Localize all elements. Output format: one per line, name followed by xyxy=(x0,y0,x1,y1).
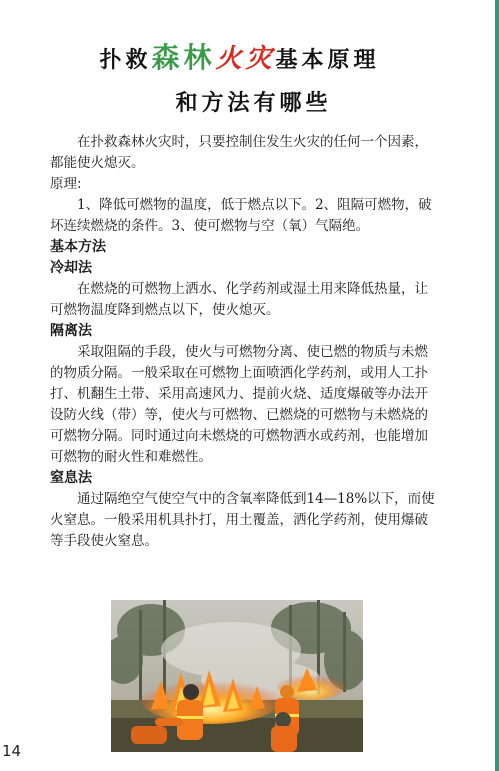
article-title xyxy=(0,36,499,117)
title-segment-1: 扑救 xyxy=(99,47,152,73)
isolation-heading: 隔离法 xyxy=(50,323,92,339)
principle-label-text: 原理 xyxy=(50,176,77,192)
title-line-1 xyxy=(0,36,499,76)
title-segment-forest: 森林 xyxy=(151,41,216,74)
cooling-paragraph: 在燃烧的可燃物上洒水、化学药剂或湿土用来降低热量，让可燃物温度降到燃点以下，使火熄灭。 xyxy=(50,281,428,318)
methods-heading: 基本方法 xyxy=(50,239,106,255)
cooling-heading: 冷却法 xyxy=(50,260,92,276)
title-line-2-text: 和方法有哪些 xyxy=(175,90,332,116)
article-body xyxy=(50,132,438,552)
title-line-2 xyxy=(8,86,499,117)
principle-paragraph: 1、降低可燃物的温度，低于燃点以下。2、阻隔可燃物，破坏连续燃烧的条件。3、使可燃物与空（氧）气隔绝。 xyxy=(50,197,432,234)
suffocation-paragraph: 通过隔绝空气使空气中的含氧率降低到14—18%以下，而使火窒息。一般采用机具扑打，用土覆盖，洒化学药剂，使用爆破等手段使火窒息。 xyxy=(50,491,435,549)
firefighting-photo-illustration xyxy=(111,600,363,752)
firefighting-photo xyxy=(111,600,363,752)
title-segment-fire: 火灾 xyxy=(215,44,276,74)
principle-label: 原理: xyxy=(50,176,82,192)
suffocation-heading: 窒息法 xyxy=(50,470,92,486)
intro-paragraph: 在扑救森林火灾时，只要控制住发生火灾的任何一个因素，都能使火熄灭。 xyxy=(50,134,428,171)
isolation-paragraph: 采取阻隔的手段，使火与可燃物分离、使已燃的物质与未燃的物质分隔。一般采取在可燃物上面喷洒化学药剂，或用人工扑打、机翻生土带、采用高速风力、提前火烧、适度爆破等办法开设防火线（带）等，使火与可燃物、已燃烧的可燃物与未燃烧的可燃物分隔。同时通过向未燃烧的可燃物洒水或药剂，也能增加可燃物的耐火性和难燃性。 xyxy=(50,344,428,465)
page-number: 14 xyxy=(2,742,22,760)
title-segment-4: 基本原理 xyxy=(275,47,380,73)
